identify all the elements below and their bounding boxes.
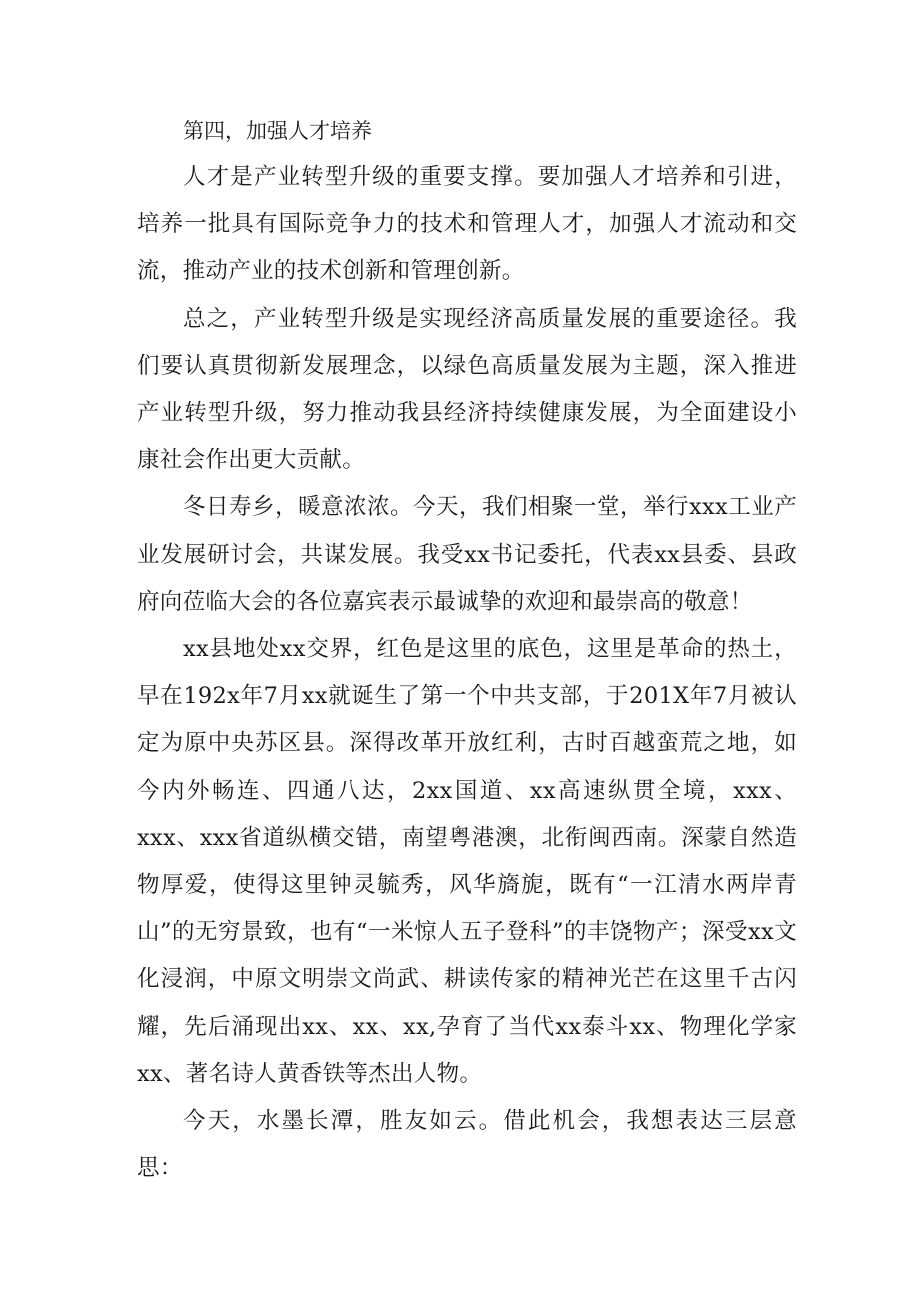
section-heading: 第四，加强人才培养 bbox=[183, 119, 372, 143]
paragraph-welcome: 冬日寿乡，暖意浓浓。今天，我们相聚一堂，举行xxx工业产业发展研讨会，共谋发展。我受xx书记委托，代表xx县委、县政府向莅临大会的各位嘉宾表示最诚挚的欢迎和最崇高的敬意！ bbox=[137, 494, 797, 615]
document-body bbox=[137, 108, 797, 1192]
paragraph-summary: 总之，产业转型升级是实现经济高质量发展的重要途径。我们要认真贯彻新发展理念，以绿色高质量发展为主题，深入推进产业转型升级，努力推动我县经济持续健康发展，为全面建设小康社会作出更大贡献。 bbox=[137, 305, 797, 474]
paragraph-closing: 今天，水墨长潭，胜友如云。借此机会，我想表达三层意思： bbox=[137, 1108, 797, 1182]
paragraph-talent: 人才是产业转型升级的重要支撑。要加强人才培养和引进，培养一批具有国际竞争力的技术和管理人才，加强人才流动和交流，推动产业的技术创新和管理创新。 bbox=[137, 164, 797, 285]
paragraph-county-intro: xx县地处xx交界，红色是这里的底色，这里是革命的热土，早在192x年7月xx就诞生了第一个中共支部，于201X年7月被认定为原中央苏区县。深得改革开放红利，古时百越蛮荒之地，如今内外畅连、四通八达，2xx国道、xx高速纵贯全境，xxx、xxx、xxx省道纵横交错，南望粤港澳，北衔闽西南。深蒙自然造物厚爱，使得这里钟灵毓秀，风华旖旎，既有“一江清水两岸青山”的无穷景致，也有“一米惊人五子登科”的丰饶物产；深受xx文化浸润，中原文明崇文尚武、耕读传家的精神光芒在这里千古闪耀，先后涌现出xx、xx、xx,孕育了当代xx泰斗xx、物理化学家xx、著名诗人黄香铁等杰出人物。 bbox=[137, 636, 797, 1087]
